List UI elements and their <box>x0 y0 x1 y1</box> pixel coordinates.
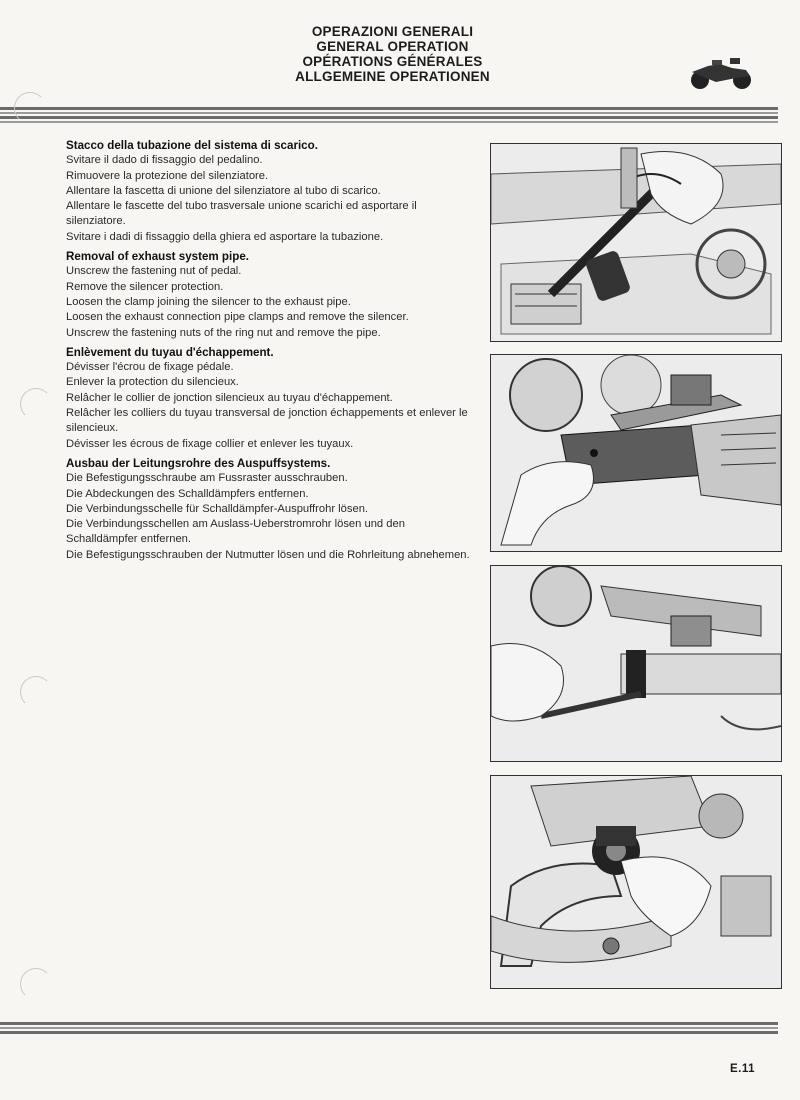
section-title-de: Ausbau der Leitungsrohre des Auspuffsystems. <box>66 456 331 470</box>
instruction-line: Dévisser les écrous de fixage collier et enlever les tuyaux. <box>66 437 354 450</box>
photo-ring-nut-removal <box>490 775 782 989</box>
header-title-en: GENERAL OPERATION <box>316 39 469 54</box>
bottom-rule <box>0 1022 778 1038</box>
section-body-it <box>66 153 471 245</box>
page-number: E.11 <box>730 1063 756 1075</box>
motorcycle-icon <box>686 52 756 92</box>
photo-silencer-clamp-loosening <box>490 565 782 762</box>
binder-hole-mark <box>20 968 52 1000</box>
section-body-en <box>66 264 471 340</box>
instruction-line: Relâcher les colliers du tuyau transversal de jonction échappements et enlever le silencieux. <box>66 407 468 435</box>
photo-silencer-protection-removal <box>490 354 782 552</box>
header-title-it: OPERAZIONI GENERALI <box>311 24 474 39</box>
instruction-line: Relâcher le collier de jonction silencieux au tuyau d'échappement. <box>66 391 393 404</box>
instruction-line: Svitare il dado di fissaggio del pedalino. <box>66 154 263 167</box>
instructions-column <box>66 138 471 563</box>
instruction-line: Remove the silencer protection. <box>66 280 224 293</box>
header-title-de: ALLGEMEINE OPERATIONEN <box>295 69 490 84</box>
instruction-line: Svitare i dadi di fissaggio della ghiera ed asportare la tubazione. <box>66 230 384 243</box>
instruction-line: Die Befestigungsschrauben der Nutmutter lösen und die Rohrleitung abnehemen. <box>66 548 470 561</box>
instruction-line: Enlever la protection du silencieux. <box>66 376 239 389</box>
section-title-fr: Enlèvement du tuyau d'échappement. <box>66 345 274 359</box>
photo-pedal-nut-removal <box>490 143 782 342</box>
section-title-it: Stacco della tubazione del sistema di scarico. <box>66 139 318 152</box>
binder-hole-mark <box>20 676 52 708</box>
instruction-line: Die Befestigungsschraube am Fussraster ausschrauben. <box>66 472 348 485</box>
instruction-line: Die Verbindungsschelle für Schalldämpfer-Auspuffrohr lösen. <box>66 502 369 515</box>
instruction-line: Die Abdeckungen des Schalldämpfers entfernen. <box>66 487 309 500</box>
instruction-line: Die Verbindungsschellen am Auslass-Ueberstromrohr lösen und den Schalldämpfer entfernen. <box>66 518 405 546</box>
instruction-line: Loosen the exhaust connection pipe clamps and remove the silencer. <box>66 311 409 324</box>
binder-hole-mark <box>20 388 52 420</box>
instruction-line: Allentare le fascette del tubo trasversale unione scarichi ed asportare il silenziatore. <box>66 200 417 228</box>
instruction-line: Allentare la fascetta di unione del silenziatore al tubo di scarico. <box>66 184 381 197</box>
instruction-line: Dévisser l'écrou de fixage pédale. <box>66 361 234 374</box>
instruction-line: Unscrew the fastening nuts of the ring nut and remove the pipe. <box>66 326 381 339</box>
instruction-line: Rimuovere la protezione del silenziatore. <box>66 169 269 182</box>
instruction-line: Unscrew the fastening nut of pedal. <box>66 265 242 278</box>
header-title-fr: OPÉRATIONS GÉNÉRALES <box>302 54 483 69</box>
binder-hole-mark <box>14 92 46 124</box>
section-title-en: Removal of exhaust system pipe. <box>66 250 249 264</box>
section-body-fr <box>66 360 471 452</box>
section-body-de <box>66 471 471 563</box>
top-rule <box>0 107 778 127</box>
instruction-line: Loosen the clamp joining the silencer to the exhaust pipe. <box>66 295 351 308</box>
page-header <box>250 24 535 84</box>
